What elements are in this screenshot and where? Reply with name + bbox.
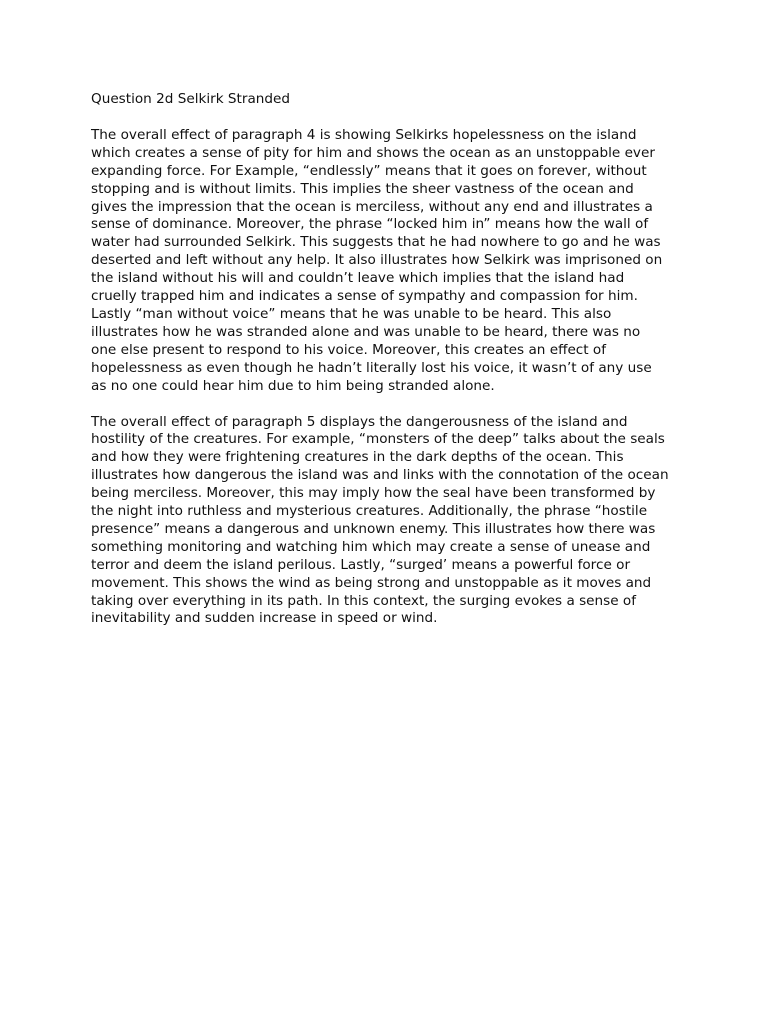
- text-line: sense of dominance. Moreover, the phrase “locked him in” means how the wall of: [91, 216, 649, 233]
- text-line: expanding force. For Example, “endlessly” means that it goes on forever, without: [91, 162, 647, 179]
- text-line: cruelly trapped him and indicates a sense of sympathy and compassion for him.: [91, 288, 638, 305]
- document-title: Question 2d Selkirk Stranded: [91, 91, 291, 107]
- text-line: illustrates how dangerous the island was and links with the connotation of the ocean: [91, 467, 669, 484]
- text-line: one else present to respond to his voice. Moreover, this creates an effect of: [91, 341, 607, 358]
- text-line: stopping and is without limits. This implies the sheer vastness of the ocean and: [91, 180, 634, 197]
- text-line: hopelessness as even though he hadn’t literally lost his voice, it wasn’t of any use: [91, 359, 652, 376]
- text-line: The overall effect of paragraph 4 is showing Selkirks hopelessness on the island: [91, 126, 637, 143]
- text-line: presence” means a dangerous and unknown enemy. This illustrates how there was: [91, 520, 656, 537]
- text-line: being merciless. Moreover, this may imply how the seal have been transformed by: [91, 485, 656, 502]
- text-line: gives the impression that the ocean is merciless, without any end and illustrates a: [91, 198, 653, 215]
- text-line: and how they were frightening creatures in the dark depths of the ocean. This: [91, 449, 624, 466]
- text-line: something monitoring and watching him which may create a sense of unease and: [91, 538, 651, 555]
- text-line: illustrates how he was stranded alone and was unable to be heard, there was no: [91, 323, 641, 340]
- text-line: water had surrounded Selkirk. This suggests that he had nowhere to go and he was: [91, 234, 661, 251]
- text-line: deserted and left without any help. It also illustrates how Selkirk was imprisoned on: [91, 252, 663, 269]
- text-line: which creates a sense of pity for him and shows the ocean as an unstoppable ever: [91, 144, 655, 161]
- text-line: hostility of the creatures. For example, “monsters of the deep” talks about the seals: [91, 431, 665, 448]
- text-line: inevitability and sudden increase in speed or wind.: [91, 610, 438, 627]
- text-line: the night into ruthless and mysterious creatures. Additionally, the phrase “hostile: [91, 503, 648, 520]
- text-line: as no one could hear him due to him being stranded alone.: [91, 377, 495, 394]
- document-body: [91, 91, 691, 646]
- text-line: terror and deem the island perilous. Lastly, “surged’ means a powerful force or: [91, 556, 631, 573]
- paragraph-5-analysis: [91, 414, 691, 629]
- text-line: movement. This shows the wind as being strong and unstoppable as it moves and: [91, 574, 652, 591]
- text-line: taking over everything in its path. In this context, the surging evokes a sense of: [91, 592, 637, 609]
- text-line: the island without his will and couldn’t leave which implies that the island had: [91, 270, 625, 287]
- text-line: The overall effect of paragraph 5 displays the dangerousness of the island and: [91, 413, 628, 430]
- text-line: Lastly “man without voice” means that he was unable to be heard. This also: [91, 305, 612, 322]
- paragraph-4-analysis: [91, 127, 691, 396]
